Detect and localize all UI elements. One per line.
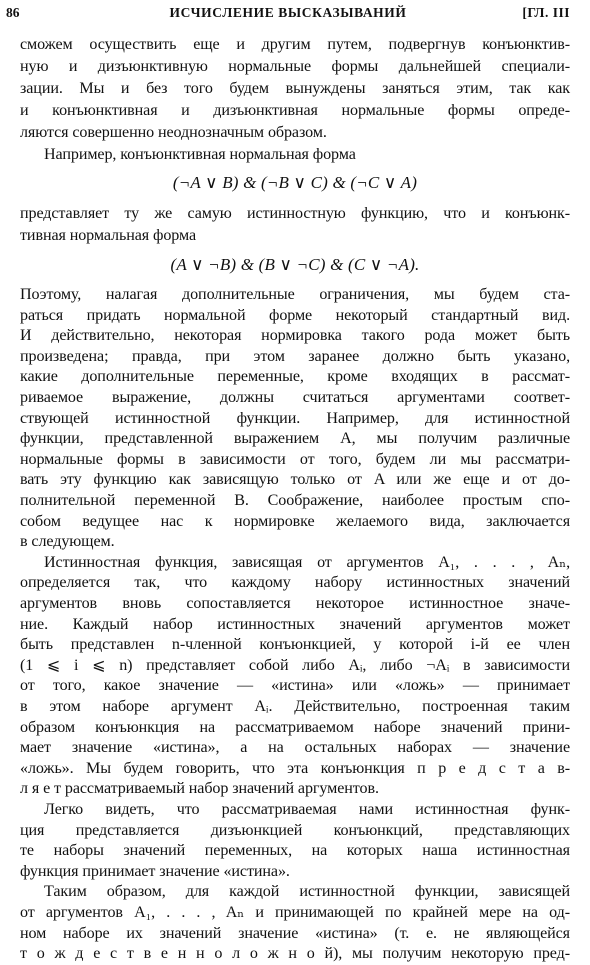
running-head [6, 5, 570, 25]
text-line: вать эту функцию как зависящую только от A или же еще и от до- [20, 471, 570, 489]
text-line: Легко видеть, что рассматриваемая нами истинностная функ- [44, 801, 570, 818]
text-line: образом конъюнкция на рассматриваемом наборе значений прини- [20, 718, 570, 736]
text-line: И действительно, некоторая нормировка такого рода может быть [20, 327, 570, 345]
text-line: л я е т рассматриваемый набор значений аргументов. [20, 780, 379, 798]
text-line: функции, представленной выражением A, мы получим различные [20, 430, 570, 448]
text-line: от аргументов A₁, . . . , Aₙ и принимающей по крайней мере на од- [20, 904, 570, 921]
text-line: мает значение «истина», а на остальных наборах — значение [20, 739, 570, 757]
text-line: от того, какое значение — «истина» или «ложь» — принимает [20, 677, 570, 695]
text-line: Истинностная функция, зависящая от аргументов A₁, . . . , Aₙ, [44, 553, 570, 571]
chapter-label: [ГЛ. III [522, 5, 570, 20]
text-line: ляются совершенно неоднозначным образом. [20, 124, 327, 141]
text-line: раться придать нормальной форме некоторый стандартный вид. [20, 306, 570, 324]
text-line: ние. Каждый набор истинностных значений аргументов может [20, 615, 570, 633]
text-line: представляет ту же самую истинностную функцию, что и конъюнк- [20, 205, 570, 222]
formula-cnf-1: (¬A ∨ B) & (¬B ∨ C) & (¬C ∨ A) [172, 173, 418, 192]
text-line: быть представлен n-членной конъюнкцией, у которой i-й ее член [20, 636, 570, 654]
text-line: какие дополнительные переменные, кроме входящих в рассмат- [20, 368, 570, 386]
text-line: сможем осуществить еще и другим путем, подвергнув конъюнктив- [20, 36, 570, 53]
text-line: ция представляется дизъюнкцией конъюнкций, представляющих [20, 821, 570, 839]
text-line: Таким образом, для каждой истинностной функции, зависящей [44, 883, 570, 901]
text-line: аргументов вновь сопоставляется некоторое истинностное значе- [20, 595, 570, 612]
text-line: в этом наборе аргумент Aᵢ. Действительно, построенная таким [20, 698, 570, 715]
formula-cnf-2: (A ∨ ¬B) & (B ∨ ¬C) & (C ∨ ¬A). [170, 255, 420, 274]
running-title: ИСЧИСЛЕНИЕ ВЫСКАЗЫВАНИЙ [169, 5, 407, 20]
text-line: ную и дизъюнктивную нормальные формы дальнейшей специали- [20, 58, 570, 75]
text-line: собом ведущее нас к нормировке желаемого вида, заключается [20, 512, 570, 530]
text-line: нормальные формы в зависимости от того, будем ли мы рассматри- [20, 450, 570, 468]
text-line: зации. Мы и без того будем вынуждены заняться этим, так как [20, 80, 570, 97]
page-number: 86 [6, 5, 20, 20]
text-line: и конъюнктивная и дизъюнктивная нормальные формы опреде- [20, 102, 570, 119]
text-line: риваемое выражение, должны считаться аргументами соответ- [20, 389, 570, 406]
text-line: в следующем. [20, 533, 115, 551]
text-line: ном наборе их значений значение «истина» (т. е. не являющейся [20, 924, 570, 942]
text-line: те наборы значений переменных, на которых наша истинностная [20, 842, 570, 860]
text-line: (1 ⩽ i ⩽ n) представляет собой либо Aᵢ, либо ¬Aᵢ в зависимости [20, 656, 570, 674]
text-line: произведена; правда, при этом заранее должно быть указано, [20, 347, 570, 365]
text-line: «ложь». Мы будем говорить, что эта конъюнкция п р е д с т а в- [20, 759, 570, 777]
text-line: полнительной переменной B. Соображение, наиболее простым спо- [20, 492, 570, 509]
text-line: ствующей истинностной функции. Например, для истинностной [20, 409, 570, 427]
text-line: Например, конъюнктивная нормальная форма [44, 146, 356, 163]
text-line: Поэтому, налагая дополнительные ограничения, мы будем ста- [20, 286, 570, 303]
text-line: т о ж д е с т в е н н о л о ж н о й), мы получим некоторую пред- [20, 945, 570, 963]
text-line: определяется так, что каждому набору истинностных значений [20, 574, 570, 592]
text-line: тивная нормальная форма [20, 227, 196, 244]
text-line: функция принимает значение «истина». [20, 862, 290, 880]
